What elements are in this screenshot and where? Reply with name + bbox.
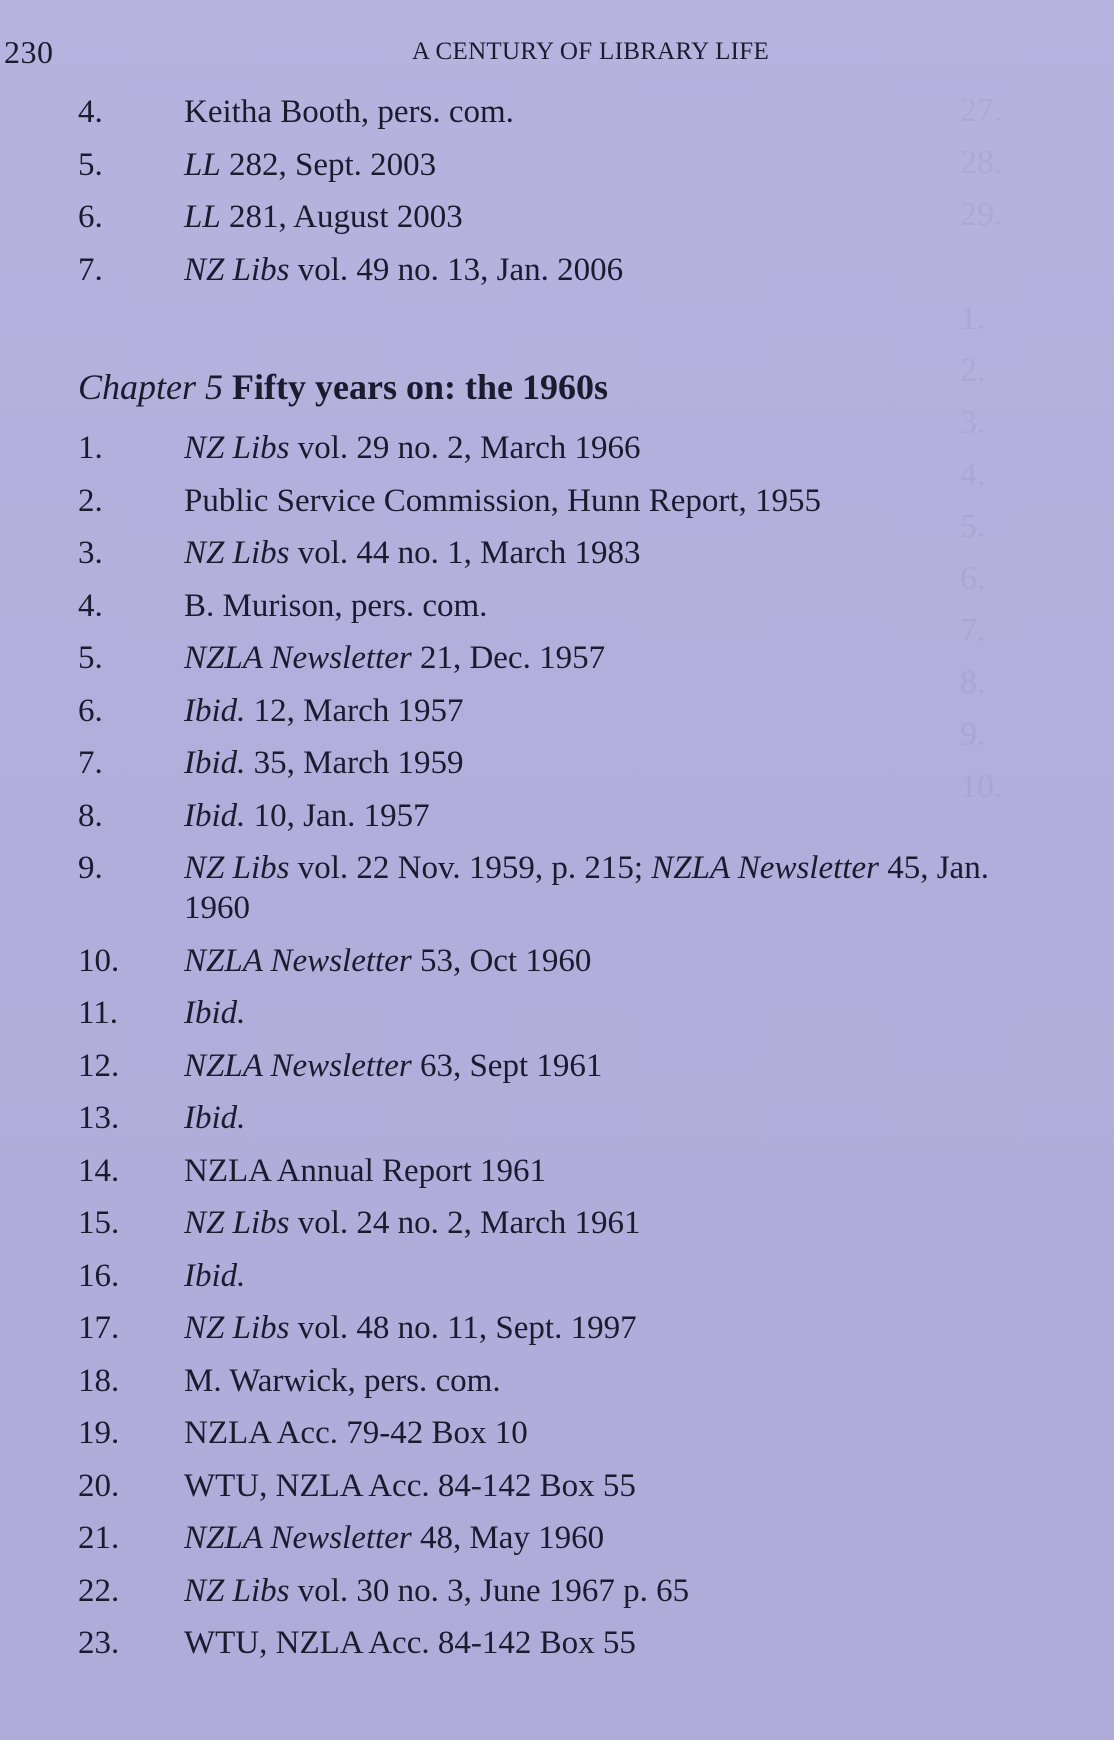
chapter-title: Fifty years on: the 1960s (232, 367, 608, 407)
note-number: 20. (78, 1467, 120, 1504)
note-citation-detail: Keitha Booth, pers. com. (184, 94, 514, 130)
note-number: 23. (78, 1625, 120, 1661)
note-text (184, 92, 1038, 132)
note-text (184, 1046, 1038, 1086)
note-number: 4. (78, 587, 103, 624)
note-number: 22. (78, 1572, 120, 1609)
note-citation-title: Ibid. (184, 745, 246, 781)
note-number: 17. (78, 1310, 120, 1346)
note-item (78, 1466, 1038, 1506)
note-number: 9. (78, 850, 103, 886)
note-text (184, 1361, 1038, 1401)
note-citation-detail: 45, Jan. 1960 (184, 850, 989, 926)
note-item (78, 1151, 1038, 1191)
note-text (184, 1203, 1038, 1243)
note-citation-detail: 53, Oct 1960 (411, 942, 592, 979)
note-citation-title: NZLA Newsletter (184, 1047, 412, 1084)
note-citation-detail: vol. 22 Nov. 1959, p. 215; (289, 850, 652, 886)
note-citation-detail: 63, Sept 1961 (411, 1047, 603, 1084)
note-text (184, 796, 1038, 836)
note-text (184, 1256, 1038, 1296)
note-citation-detail: NZLA Annual Report 1961 (184, 1152, 547, 1189)
note-citation-detail: 282, Sept. 2003 (220, 146, 437, 183)
note-citation-title: Ibid. (184, 1100, 246, 1136)
note-text (184, 145, 1038, 185)
note-item (78, 1361, 1038, 1401)
note-number: 18. (78, 1362, 120, 1399)
note-citation-detail: 10, Jan. 1957 (245, 797, 430, 834)
note-number: 13. (78, 1100, 120, 1136)
note-item (78, 691, 1038, 731)
note-text (184, 197, 1038, 237)
note-citation-detail: Public Service Commission, Hunn Report, 1955 (184, 482, 822, 519)
note-item (78, 1413, 1038, 1453)
note-item (78, 428, 1038, 468)
note-citation-detail: vol. 30 no. 3, June 1967 p. 65 (289, 1572, 690, 1609)
note-number: 10. (78, 942, 120, 979)
note-item (78, 1256, 1038, 1296)
note-text (184, 1623, 1038, 1663)
note-citation-detail: WTU, NZLA Acc. 84-142 Box 55 (184, 1467, 636, 1504)
note-citation-title: NZ Libs (184, 1572, 290, 1609)
note-number: 6. (78, 692, 103, 729)
note-text (184, 586, 1038, 626)
note-item (78, 481, 1038, 521)
note-citation-detail: vol. 24 no. 2, March 1961 (289, 1205, 641, 1241)
note-item (78, 586, 1038, 626)
note-number: 16. (78, 1257, 120, 1294)
note-item (78, 1046, 1038, 1086)
note-text (184, 1308, 1038, 1348)
show-through-text: 27. 28. 29. 1. 2. 3. 4. 5. 6. 7. 8. 9. 10. (960, 92, 1003, 805)
note-citation-detail: vol. 48 no. 11, Sept. 1997 (289, 1310, 637, 1346)
note-number: 3. (78, 535, 103, 571)
note-citation-title: NZLA Newsletter (184, 640, 412, 676)
note-number: 2. (78, 482, 103, 519)
note-number: 11. (78, 995, 119, 1031)
note-text (184, 848, 1038, 928)
note-citation-title: NZ Libs (184, 430, 290, 466)
note-item (78, 941, 1038, 981)
note-citation-detail: vol. 49 no. 13, Jan. 2006 (289, 251, 624, 288)
note-item (78, 92, 1038, 132)
note-citation-detail: 21, Dec. 1957 (411, 640, 606, 676)
note-item (78, 1518, 1038, 1558)
note-citation-title: NZLA Newsletter (184, 1520, 412, 1556)
note-citation-title: Ibid. (184, 1257, 246, 1294)
note-number: 21. (78, 1520, 120, 1556)
note-number: 7. (78, 745, 103, 781)
running-title: A CENTURY OF LIBRARY LIFE (412, 38, 770, 65)
note-item (78, 145, 1038, 185)
note-text (184, 1571, 1038, 1611)
note-citation-title: NZLA Newsletter (184, 942, 412, 979)
note-item (78, 848, 1038, 928)
note-number: 4. (78, 94, 103, 130)
note-number: 5. (78, 640, 103, 676)
note-number: 1. (78, 430, 103, 466)
previous-chapter-notes (78, 92, 1038, 302)
note-number: 7. (78, 251, 103, 288)
note-citation-title: Ibid. (184, 692, 246, 729)
note-item (78, 533, 1038, 573)
note-text (184, 691, 1038, 731)
note-citation-detail: M. Warwick, pers. com. (184, 1362, 501, 1399)
note-number: 5. (78, 146, 103, 183)
note-text (184, 1413, 1038, 1453)
note-citation-title: NZ Libs (184, 251, 290, 288)
note-item (78, 1308, 1038, 1348)
note-number: 12. (78, 1047, 120, 1084)
note-item (78, 796, 1038, 836)
note-item (78, 1571, 1038, 1611)
note-text (184, 1098, 1038, 1138)
note-item (78, 250, 1038, 290)
note-text (184, 481, 1038, 521)
note-citation-detail: 35, March 1959 (245, 745, 464, 781)
note-citation-detail: vol. 29 no. 2, March 1966 (289, 430, 641, 466)
note-text (184, 428, 1038, 468)
note-citation-title: Ibid. (184, 995, 246, 1031)
note-citation-detail: vol. 44 no. 1, March 1983 (289, 535, 641, 571)
note-citation-title: NZ Libs (184, 535, 290, 571)
note-item (78, 993, 1038, 1033)
note-text (184, 638, 1038, 678)
page-header (0, 30, 1114, 70)
note-citation-detail: 12, March 1957 (245, 692, 464, 729)
chapter-label: Chapter 5 (78, 367, 224, 407)
note-item (78, 1098, 1038, 1138)
note-citation-detail: 281, August 2003 (220, 199, 463, 235)
note-item (78, 1203, 1038, 1243)
note-text (184, 1466, 1038, 1506)
note-citation-detail: NZLA Acc. 79-42 Box 10 (184, 1415, 528, 1451)
note-citation-title: NZ Libs (184, 1205, 290, 1241)
note-text (184, 533, 1038, 573)
note-text (184, 250, 1038, 290)
note-number: 8. (78, 797, 103, 834)
note-number: 15. (78, 1205, 120, 1241)
chapter-heading (78, 365, 608, 409)
note-citation-detail: WTU, NZLA Acc. 84-142 Box 55 (184, 1625, 636, 1661)
note-item (78, 1623, 1038, 1663)
note-citation-title: Ibid. (184, 797, 246, 834)
note-item (78, 743, 1038, 783)
note-item (78, 638, 1038, 678)
note-item (78, 197, 1038, 237)
note-text (184, 1518, 1038, 1558)
chapter-5-notes (78, 428, 1038, 1676)
note-citation-title: LL (184, 199, 221, 235)
note-number: 6. (78, 199, 103, 235)
note-citation-title: NZ Libs (184, 1310, 290, 1346)
note-citation-detail: 48, May 1960 (411, 1520, 605, 1556)
note-citation-title: NZLA Newsletter (651, 850, 879, 886)
note-text (184, 941, 1038, 981)
note-citation-title: NZ Libs (184, 850, 290, 886)
note-text (184, 993, 1038, 1033)
note-number: 19. (78, 1415, 120, 1451)
page-number: 230 (4, 34, 54, 70)
note-citation-detail: B. Murison, pers. com. (184, 587, 488, 624)
note-number: 14. (78, 1152, 120, 1189)
note-text (184, 743, 1038, 783)
note-text (184, 1151, 1038, 1191)
note-citation-title: LL (184, 146, 221, 183)
